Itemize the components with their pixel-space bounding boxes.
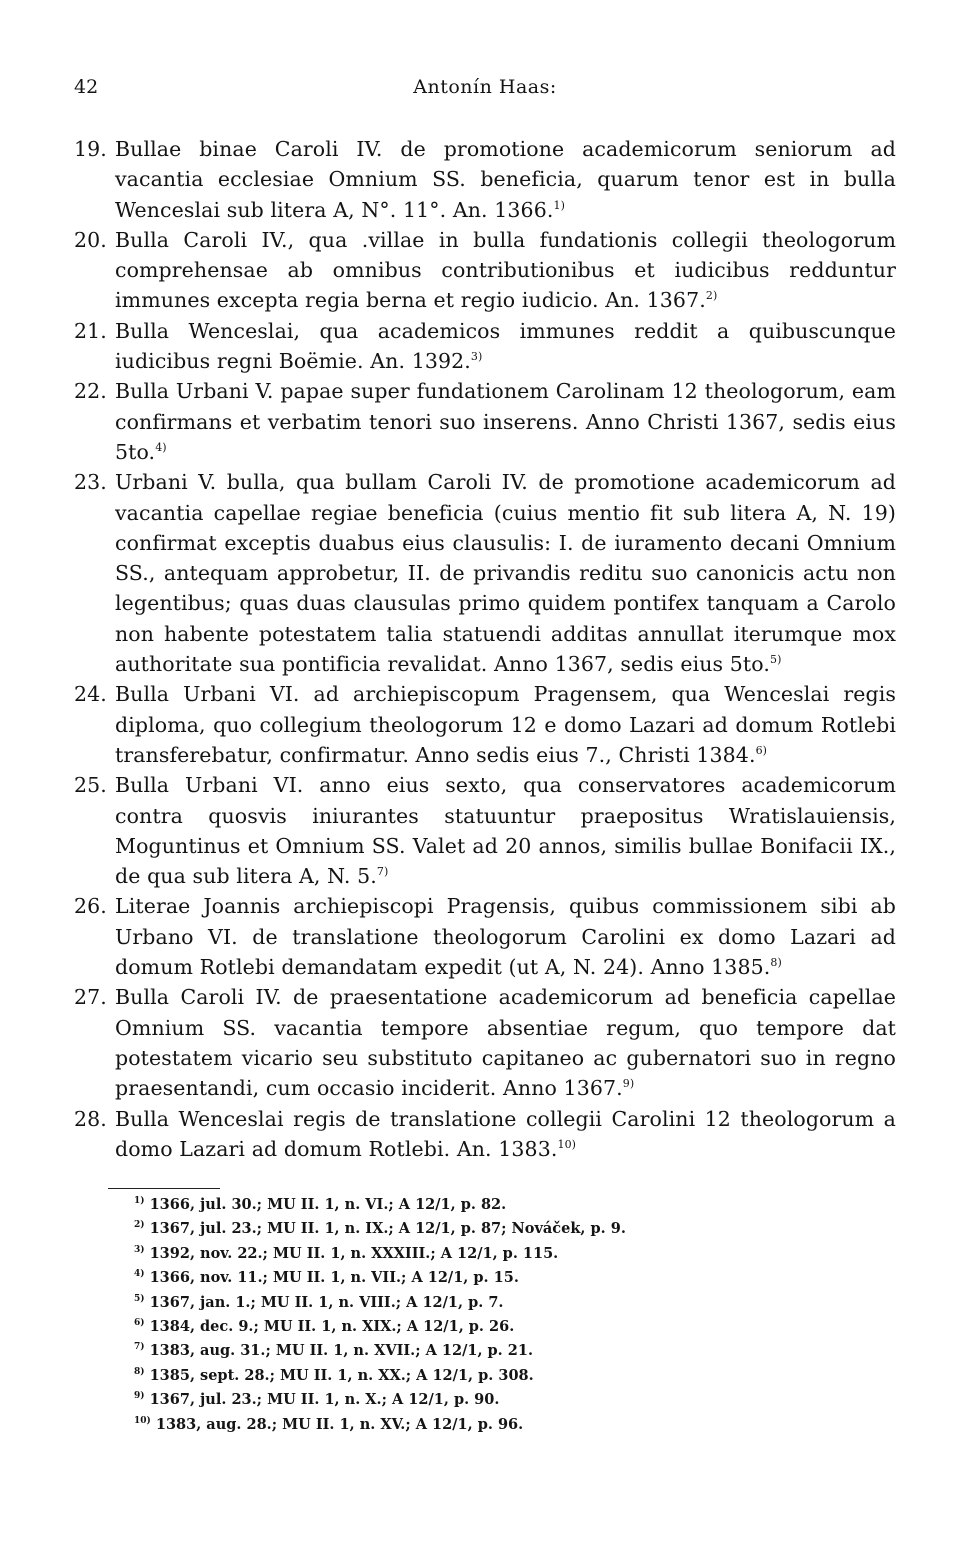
note-ref: 5) (769, 653, 782, 667)
entry-text: Bulla Caroli IV., qua .villae in bulla fundationis collegii theologorum comprehensae ab omnibus contributionibus et iudicibus redduntur immunes excepta regia berna et regio iudicio. An. 1367. (115, 227, 896, 313)
entry-text: Bulla Urbani V. papae super fundationem Carolinam 12 theologorum, eam confirmans et verbatim tenori suo inserens. Anno Christi 1367, sedis eius 5to. (115, 379, 896, 464)
note-ref: 10) (557, 1137, 577, 1151)
list-item (74, 679, 896, 770)
list-item (74, 1104, 896, 1165)
note-ref: 8) (770, 956, 782, 970)
note-ref: 7) (376, 865, 389, 879)
page-header (74, 76, 896, 104)
footnote (134, 1364, 834, 1388)
note-ref: 1) (553, 198, 565, 212)
footnote-mark: 4) (134, 1269, 145, 1280)
footnote (134, 1242, 834, 1266)
footnote (134, 1266, 834, 1290)
entry-number: 26. (74, 894, 107, 919)
footnote-mark: 5) (134, 1293, 145, 1304)
entry-number: 19. (74, 137, 107, 161)
footnote-text: 1385, sept. 28.; MU II. 1, n. XX.; A 12/1, p. 308. (149, 1366, 534, 1384)
footnote (134, 1315, 834, 1339)
entry-number: 28. (74, 1106, 107, 1131)
footnote-text: 1366, nov. 11.; MU II. 1, n. VII.; A 12/1, p. 15. (149, 1269, 519, 1287)
entry-number: 23. (74, 470, 107, 495)
footnotes (134, 1193, 834, 1437)
footnote-text: 1366, jul. 30.; MU II. 1, n. VI.; A 12/1, p. 82. (149, 1196, 507, 1213)
entry-number: 21. (74, 318, 107, 343)
list-item (74, 134, 896, 225)
footnote (134, 1193, 834, 1217)
footnote-text: 1367, jan. 1.; MU II. 1, n. VIII.; A 12/1, p. 7. (149, 1293, 504, 1311)
footnote (134, 1388, 834, 1412)
footnote (134, 1217, 834, 1241)
footnote-text: 1384, dec. 9.; MU II. 1, n. XIX.; A 12/1, p. 26. (149, 1318, 515, 1336)
note-ref: 4) (155, 440, 167, 454)
footnote-mark: 9) (134, 1391, 145, 1402)
list-item (74, 316, 896, 377)
entry-text: Literae Joannis archiepiscopi Pragensis, quibus commissionem sibi ab Urbano VI. de translatione theologorum Carolini ex domo Lazari ad domum Rotlebi demandatam expedit (ut A, N. 24). Anno 1385. (115, 894, 896, 980)
entry-number: 20. (74, 227, 107, 252)
entry-list (74, 134, 896, 1164)
footnote-mark: 10) (134, 1415, 151, 1426)
footnote-text: 1383, aug. 31.; MU II. 1, n. XVII.; A 12/1, p. 21. (149, 1342, 534, 1360)
list-item (74, 467, 896, 679)
footnote (134, 1339, 834, 1363)
entry-number: 22. (74, 379, 107, 404)
entry-text: Bulla Caroli IV. de praesentatione academicorum ad beneficia capellae Omnium SS. vacantia tempore absentiae regum, quo tempore dat potestatem vicario seu substituto capitaneo ac gubernatori suo in regno praesentandi, cum occasio inciderit. Anno 1367. (115, 985, 896, 1101)
entry-text: Bullae binae Caroli IV. de promotione academicorum seniorum ad vacantia ecclesiae Omnium SS. beneficia, quarum tenor est in bulla Wenceslai sub litera A, N°. 11°. An. 1366. (115, 137, 896, 222)
footnote (134, 1413, 834, 1437)
note-ref: 3) (470, 350, 483, 364)
list-item (74, 770, 896, 891)
footnote-divider (108, 1188, 220, 1189)
footnote-mark: 1) (134, 1196, 145, 1206)
list-item (74, 891, 896, 982)
list-item (74, 376, 896, 467)
entry-text: Urbani V. bulla, qua bullam Caroli IV. de promotione academicorum ad vacantia capellae regiae beneficia (cuius mentio fit sub litera A, N. 19) confirmat exceptis duabus eius clausulis: I. de iuramento decani Omnium SS., antequam approbetur, II. de privandis reditu suo canonicis actu non legentibus; quas duas clausulas primo quidem pontifex tanquam a Carolo non habente potestatem talia statuendi additas annullat iterumque mox authoritate sua pontificia revalidat. Anno 1367, sedis eius 5to. (115, 470, 896, 677)
footnote-text: 1383, aug. 28.; MU II. 1, n. XV.; A 12/1, p. 96. (155, 1415, 524, 1433)
footnote (134, 1291, 834, 1315)
entry-number: 27. (74, 985, 107, 1010)
list-item (74, 982, 896, 1103)
note-ref: 2) (705, 289, 718, 303)
entry-text: Bulla Wenceslai regis de translatione collegii Carolini 12 theologorum a domo Lazari ad domum Rotlebi. An. 1383. (115, 1106, 896, 1161)
entry-text: Bulla Wenceslai, qua academicos immunes reddit a quibuscunque iudicibus regni Boëmie. An. 1392. (115, 318, 896, 374)
footnote-text: 1367, jul. 23.; MU II. 1, n. IX.; A 12/1, p. 87; Nováček, p. 9. (149, 1220, 626, 1238)
entry-text: Bulla Urbani VI. ad archiepiscopum Pragensem, qua Wenceslai regis diploma, quo collegium theologorum 12 e domo Lazari ad domum Rotlebi transferebatur, confirmatur. Anno sedis eius 7., Christi 1384. (115, 682, 896, 767)
entry-number: 24. (74, 682, 107, 707)
footnote-text: 1367, jul. 23.; MU II. 1, n. X.; A 12/1, p. 90. (149, 1391, 500, 1409)
running-head: Antonín Haas: (413, 76, 557, 98)
list-item (74, 225, 896, 316)
entry-text: Bulla Urbani VI. anno eius sexto, qua conservatores academicorum contra quosvis iniurantes statuuntur praepositus Wratislauiensis, Moguntinus et Omnium SS. Valet ad 20 annos, similis bullae Bonifacii IX., de qua sub litera A, N. 5. (115, 773, 896, 889)
footnote-mark: 3) (134, 1244, 145, 1255)
note-ref: 9) (622, 1077, 635, 1091)
page-number: 42 (74, 76, 99, 98)
note-ref: 6) (755, 743, 768, 757)
footnote-mark: 6) (134, 1318, 145, 1329)
footnote-mark: 8) (134, 1366, 145, 1377)
footnote-mark: 2) (134, 1220, 145, 1231)
footnote-mark: 7) (134, 1342, 145, 1353)
entry-number: 25. (74, 773, 107, 798)
footnote-text: 1392, nov. 22.; MU II. 1, n. XXXIII.; A 12/1, p. 115. (149, 1244, 559, 1262)
